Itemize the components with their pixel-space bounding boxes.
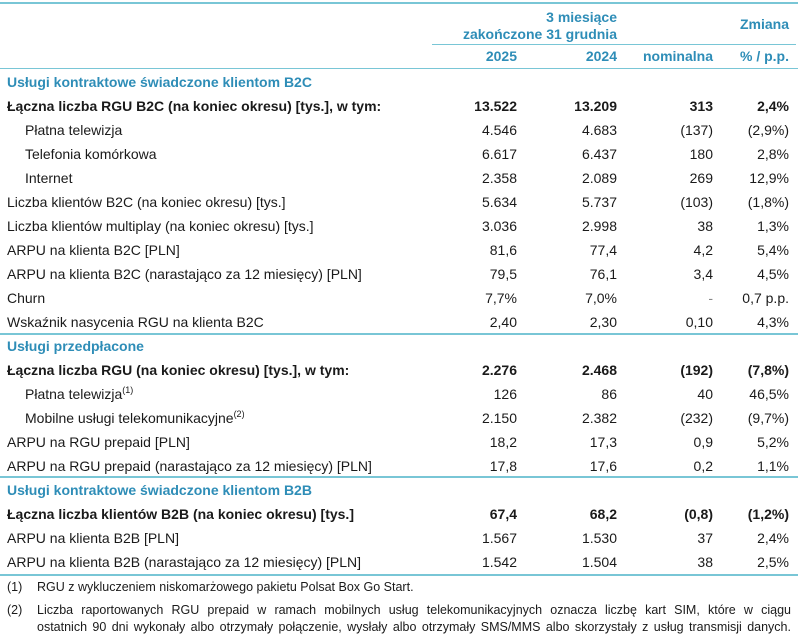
value-2024: 2.382 [581, 410, 617, 426]
value-pct: 4,3% [757, 314, 789, 330]
value-nominal: 313 [689, 98, 713, 114]
footnote-1 [7, 579, 791, 596]
section-title: Usługi kontraktowe świadczone klientom B2C [7, 74, 312, 90]
value-pct: 1,3% [757, 218, 789, 234]
value-2024: 7,0% [585, 290, 617, 306]
value-nominal: (232) [680, 410, 713, 426]
value-2024: 2.998 [581, 218, 617, 234]
row-label: Łączna liczba RGU B2C (na koniec okresu) [tys.], w tym: [7, 98, 382, 114]
value-pct: 46,5% [749, 386, 789, 402]
value-nominal: 37 [697, 530, 713, 546]
top-rule [0, 2, 798, 4]
col-header-2025: 2025 [485, 48, 517, 64]
col-header-pct: % / p.p. [740, 48, 789, 64]
value-2024: 77,4 [589, 242, 617, 258]
value-pct: 4,5% [757, 266, 789, 282]
period-group-line2: zakończone 31 grudnia [462, 26, 617, 42]
table-row [0, 118, 798, 142]
value-2024: 68,2 [589, 506, 617, 522]
value-pct: (1,8%) [747, 194, 789, 210]
section-title-row [0, 478, 798, 502]
value-pct: (9,7%) [747, 410, 789, 426]
row-label: Churn [7, 290, 46, 306]
row-label: Wskaźnik nasycenia RGU na klienta B2C [7, 314, 264, 330]
footnote-ref: (2) [233, 409, 245, 419]
value-2025: 5.634 [481, 194, 517, 210]
section-title: Usługi przedpłacone [7, 338, 144, 354]
row-label: ARPU na RGU prepaid (narastająco za 12 miesięcy) [PLN] [7, 458, 372, 474]
table-row [0, 214, 798, 238]
table-row [0, 382, 798, 406]
value-2024: 2.468 [581, 362, 617, 378]
value-2025: 13.522 [474, 98, 517, 114]
table-row [0, 190, 798, 214]
value-2025: 126 [493, 386, 517, 402]
period-group-rule [432, 44, 796, 45]
table-row [0, 526, 798, 550]
value-pct: (7,8%) [747, 362, 789, 378]
value-2025: 2.150 [481, 410, 517, 426]
value-2025: 2.358 [481, 170, 517, 186]
table-row [0, 454, 798, 478]
table-row [0, 358, 798, 382]
row-label: ARPU na RGU prepaid [PLN] [7, 434, 190, 450]
value-2025: 81,6 [489, 242, 517, 258]
value-pct: (2,9%) [747, 122, 789, 138]
value-nominal: 40 [697, 386, 713, 402]
value-2024: 13.209 [574, 98, 617, 114]
section-title-row [0, 334, 798, 358]
value-nominal: 38 [697, 554, 713, 570]
footnote-ref: (1) [122, 385, 134, 395]
row-label: Telefonia komórkowa [25, 146, 157, 162]
value-2025: 79,5 [489, 266, 517, 282]
table-row [0, 142, 798, 166]
row-label: Łączna liczba klientów B2B (na koniec okresu) [tys.] [7, 506, 354, 522]
value-2025: 1.567 [481, 530, 517, 546]
row-label: Mobilne usługi telekomunikacyjne [25, 410, 234, 426]
value-2025: 3.036 [481, 218, 517, 234]
value-nominal: 180 [689, 146, 713, 162]
value-nominal: 0,9 [693, 434, 713, 450]
table-row [0, 310, 798, 334]
value-nominal: 3,4 [693, 266, 713, 282]
row-label: Liczba klientów B2C (na koniec okresu) [tys.] [7, 194, 286, 210]
table-bottom-rule [0, 574, 798, 576]
row-label: Liczba klientów multiplay (na koniec okresu) [tys.] [7, 218, 314, 234]
section-title-row [0, 70, 798, 94]
value-pct: 0,7 p.p. [742, 290, 789, 306]
value-2025: 17,8 [489, 458, 517, 474]
footnote-mark: (2) [7, 603, 23, 617]
footnote-text-line1: Liczba raportowanych RGU prepaid w ramach mobilnych usług telekomunikacyjnych oznacza liczbę kart SIM, które w ciągu [37, 603, 791, 617]
value-pct: 1,1% [757, 458, 789, 474]
value-2024: 1.504 [581, 554, 617, 570]
value-nominal: (192) [680, 362, 713, 378]
value-pct: (1,2%) [747, 506, 789, 522]
value-nominal: (0,8) [684, 506, 713, 522]
value-pct: 2,5% [757, 554, 789, 570]
value-2024: 1.530 [581, 530, 617, 546]
row-label: Płatna telewizja [25, 122, 123, 138]
row-label-wrap [25, 406, 245, 430]
table-row [0, 166, 798, 190]
value-2025: 67,4 [489, 506, 517, 522]
table-row [0, 94, 798, 118]
value-2025: 4.546 [481, 122, 517, 138]
value-nominal: 38 [697, 218, 713, 234]
value-2025: 1.542 [481, 554, 517, 570]
value-nominal: (103) [680, 194, 713, 210]
value-2025: 2,40 [489, 314, 517, 330]
table-row [0, 502, 798, 526]
table-row [0, 550, 798, 574]
value-pct: 12,9% [749, 170, 789, 186]
value-pct: 5,4% [757, 242, 789, 258]
section-title: Usługi kontraktowe świadczone klientom B2B [7, 482, 312, 498]
value-pct: 5,2% [757, 434, 789, 450]
footnote-text-line2: ostatnich 90 dni wykonały albo otrzymały połączenie, wysłały albo otrzymały SMS/MMS albo skorzystały z usług transmisji danych. [37, 620, 791, 634]
value-pct: 2,8% [757, 146, 789, 162]
value-2024: 86 [601, 386, 617, 402]
row-label: ARPU na klienta B2B (narastająco za 12 miesięcy) [PLN] [7, 554, 362, 570]
value-2024: 17,3 [589, 434, 617, 450]
period-group-header [463, 9, 617, 43]
footnote-2 [7, 602, 791, 636]
table-row [0, 430, 798, 454]
row-label: ARPU na klienta B2C (narastająco za 12 miesięcy) [PLN] [7, 266, 362, 282]
table-row [0, 406, 798, 430]
value-nominal: 0,2 [693, 458, 713, 474]
change-group-header: Zmiana [739, 16, 789, 32]
table-row [0, 286, 798, 310]
value-pct: 2,4% [757, 530, 789, 546]
row-label: ARPU na klienta B2B [PLN] [7, 530, 179, 546]
row-label: Łączna liczba RGU (na koniec okresu) [tys.], w tym: [7, 362, 350, 378]
value-nominal: 269 [689, 170, 713, 186]
value-2025: 6.617 [481, 146, 517, 162]
value-2024: 5.737 [581, 194, 617, 210]
col-header-2024: 2024 [585, 48, 617, 64]
footnote-mark: (1) [7, 580, 23, 594]
row-label-wrap [25, 382, 133, 406]
value-2025: 2.276 [481, 362, 517, 378]
table-row [0, 262, 798, 286]
col-header-nominal: nominalna [642, 48, 713, 64]
table-row [0, 238, 798, 262]
value-pct: 2,4% [757, 98, 789, 114]
value-2024: 2,30 [589, 314, 617, 330]
row-label: Płatna telewizja [25, 386, 123, 402]
value-2024: 76,1 [589, 266, 617, 282]
row-label: Internet [25, 170, 73, 186]
row-label: ARPU na klienta B2C [PLN] [7, 242, 180, 258]
value-2024: 4.683 [581, 122, 617, 138]
value-2024: 6.437 [581, 146, 617, 162]
value-2024: 17,6 [589, 458, 617, 474]
value-2024: 2.089 [581, 170, 617, 186]
value-2025: 18,2 [489, 434, 517, 450]
value-nominal: 0,10 [685, 314, 713, 330]
value-nominal: - [708, 290, 713, 306]
footnote-text: RGU z wykluczeniem niskomarżowego pakietu Polsat Box Go Start. [37, 580, 414, 594]
value-nominal: (137) [680, 122, 713, 138]
value-nominal: 4,2 [693, 242, 713, 258]
value-2025: 7,7% [485, 290, 517, 306]
period-group-line1: 3 miesiące [546, 9, 617, 25]
header-bottom-rule [0, 68, 798, 69]
